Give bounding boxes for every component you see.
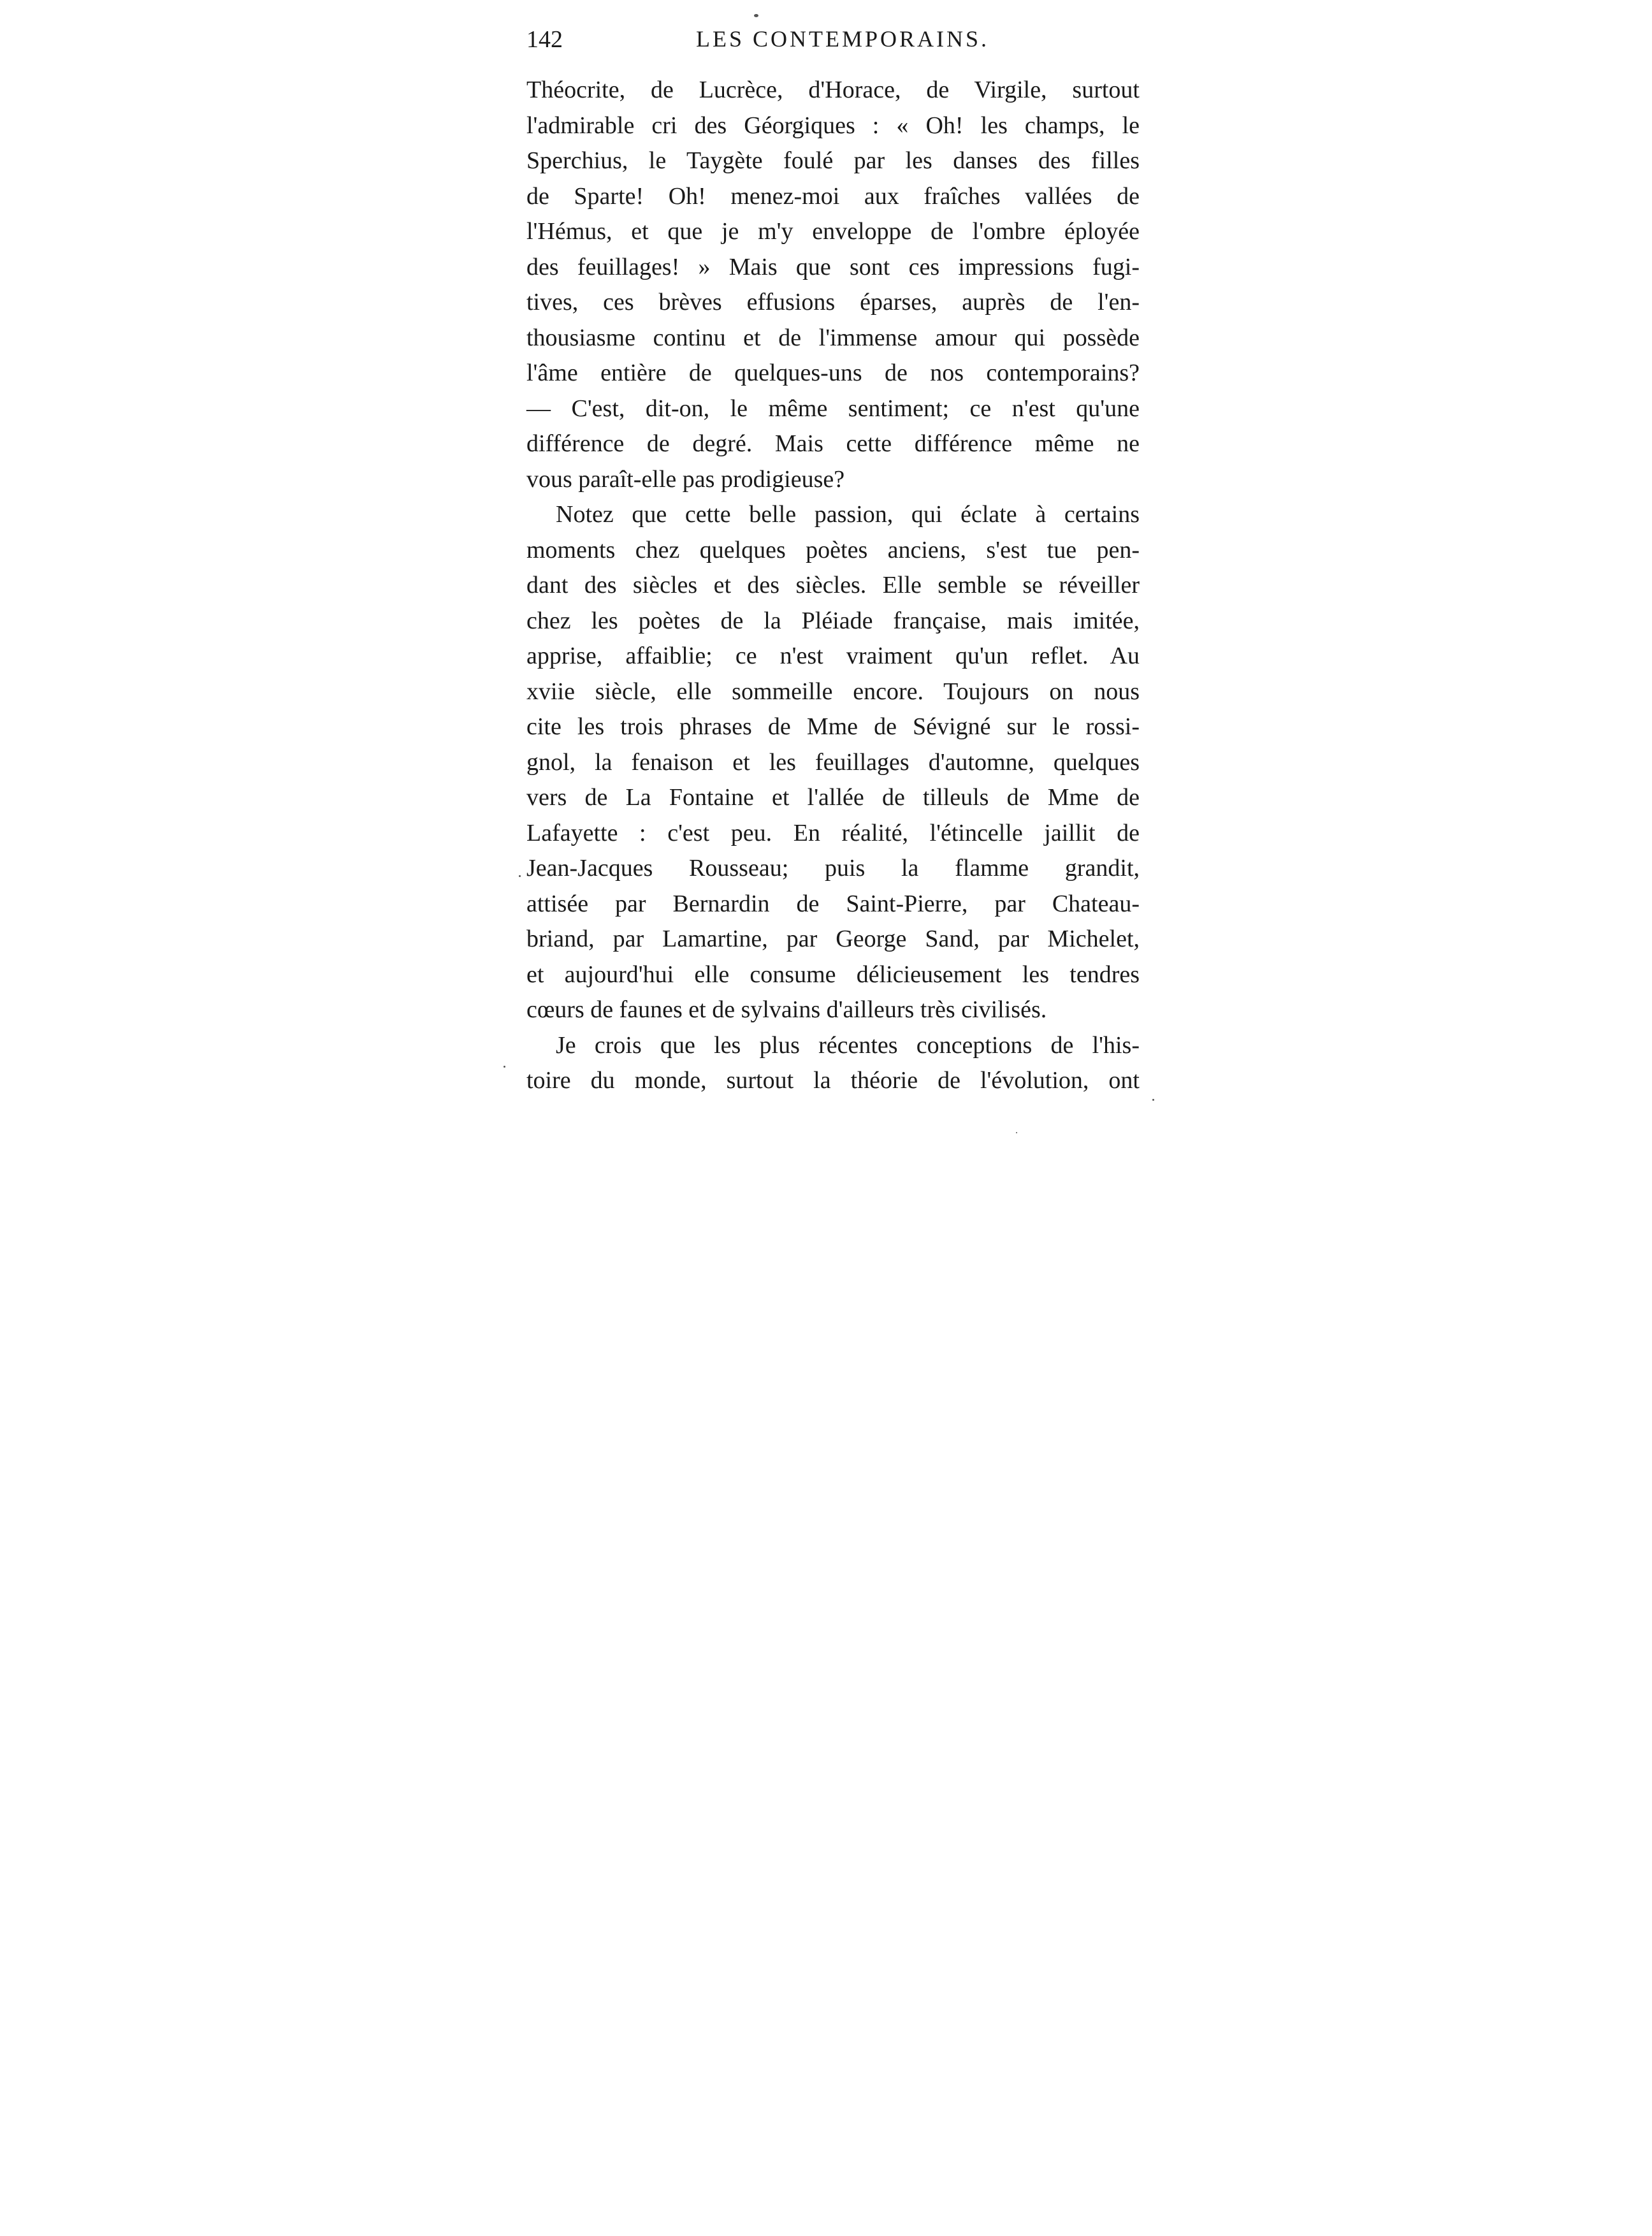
text-line: attisée par Bernardin de Saint-Pierre, par Chateau- bbox=[526, 890, 1140, 917]
scan-speck bbox=[1152, 1099, 1154, 1101]
text-line: thousiasme continu et de l'immense amour qui possède bbox=[526, 324, 1140, 351]
paragraph bbox=[526, 1028, 1140, 1099]
text-line: — C'est, dit-on, le même sentiment; ce n'est qu'une bbox=[526, 395, 1140, 422]
scan-speck bbox=[754, 14, 758, 17]
body-text bbox=[526, 73, 1140, 1099]
text-line: moments chez quelques poètes anciens, s'est tue pen- bbox=[526, 536, 1140, 563]
text-line: l'Hémus, et que je m'y enveloppe de l'ombre éployée bbox=[526, 218, 1140, 245]
page-header bbox=[526, 20, 1140, 59]
text-line: dant des siècles et des siècles. Elle semble se réveiller bbox=[526, 572, 1140, 599]
paragraph bbox=[526, 73, 1140, 497]
text-line: Notez que cette belle passion, qui éclate à certains bbox=[556, 501, 1140, 528]
scan-speck bbox=[519, 875, 521, 877]
text-line: et aujourd'hui elle consume délicieusement les tendres bbox=[526, 961, 1140, 988]
text-line: apprise, affaiblie; ce n'est vraiment qu'un reflet. Au bbox=[526, 642, 1140, 669]
scan-speck bbox=[504, 1066, 505, 1068]
running-head: LES CONTEMPORAINS. bbox=[696, 26, 990, 52]
text-line: chez les poètes de la Pléiade française, mais imitée, bbox=[526, 607, 1140, 634]
page-number: 142 bbox=[526, 26, 563, 53]
text-line: cite les trois phrases de Mme de Sévigné sur le rossi- bbox=[526, 713, 1140, 740]
text-line: Je crois que les plus récentes conceptions de l'his- bbox=[556, 1031, 1140, 1059]
text-line: l'admirable cri des Géorgiques : « Oh! les champs, le bbox=[526, 112, 1140, 139]
text-line: cœurs de faunes et de sylvains d'ailleurs très civilisés. bbox=[526, 996, 1047, 1023]
text-line: gnol, la fenaison et les feuillages d'automne, quelques bbox=[526, 748, 1140, 776]
text-line: vers de La Fontaine et l'allée de tilleuls de Mme de bbox=[526, 784, 1140, 811]
text-line: Sperchius, le Taygète foulé par les danses des filles bbox=[526, 147, 1140, 174]
text-line: vous paraît-elle pas prodigieuse? bbox=[526, 465, 845, 493]
scan-speck bbox=[1016, 1132, 1017, 1133]
text-line: briand, par Lamartine, par George Sand, par Michelet, bbox=[526, 926, 1140, 952]
text-line: l'âme entière de quelques-uns de nos contemporains? bbox=[526, 359, 1140, 386]
text-line: Jean-Jacques Rousseau; puis la flamme grandit, bbox=[526, 855, 1140, 882]
text-line: toire du monde, surtout la théorie de l'évolution, ont bbox=[526, 1067, 1140, 1094]
text-line: tives, ces brèves effusions éparses, auprès de l'en- bbox=[526, 289, 1140, 316]
text-line: des feuillages! » Mais que sont ces impressions fugi- bbox=[526, 253, 1140, 280]
text-line: xviie siècle, elle sommeille encore. Toujours on nous bbox=[526, 678, 1140, 705]
paragraph bbox=[526, 497, 1140, 1028]
text-line: Lafayette : c'est peu. En réalité, l'étincelle jaillit de bbox=[526, 819, 1140, 846]
text-line: Théocrite, de Lucrèce, d'Horace, de Virgile, surtout bbox=[526, 76, 1140, 103]
text-line: de Sparte! Oh! menez-moi aux fraîches vallées de bbox=[526, 182, 1140, 210]
text-line: différence de degré. Mais cette différence même ne bbox=[526, 430, 1140, 457]
